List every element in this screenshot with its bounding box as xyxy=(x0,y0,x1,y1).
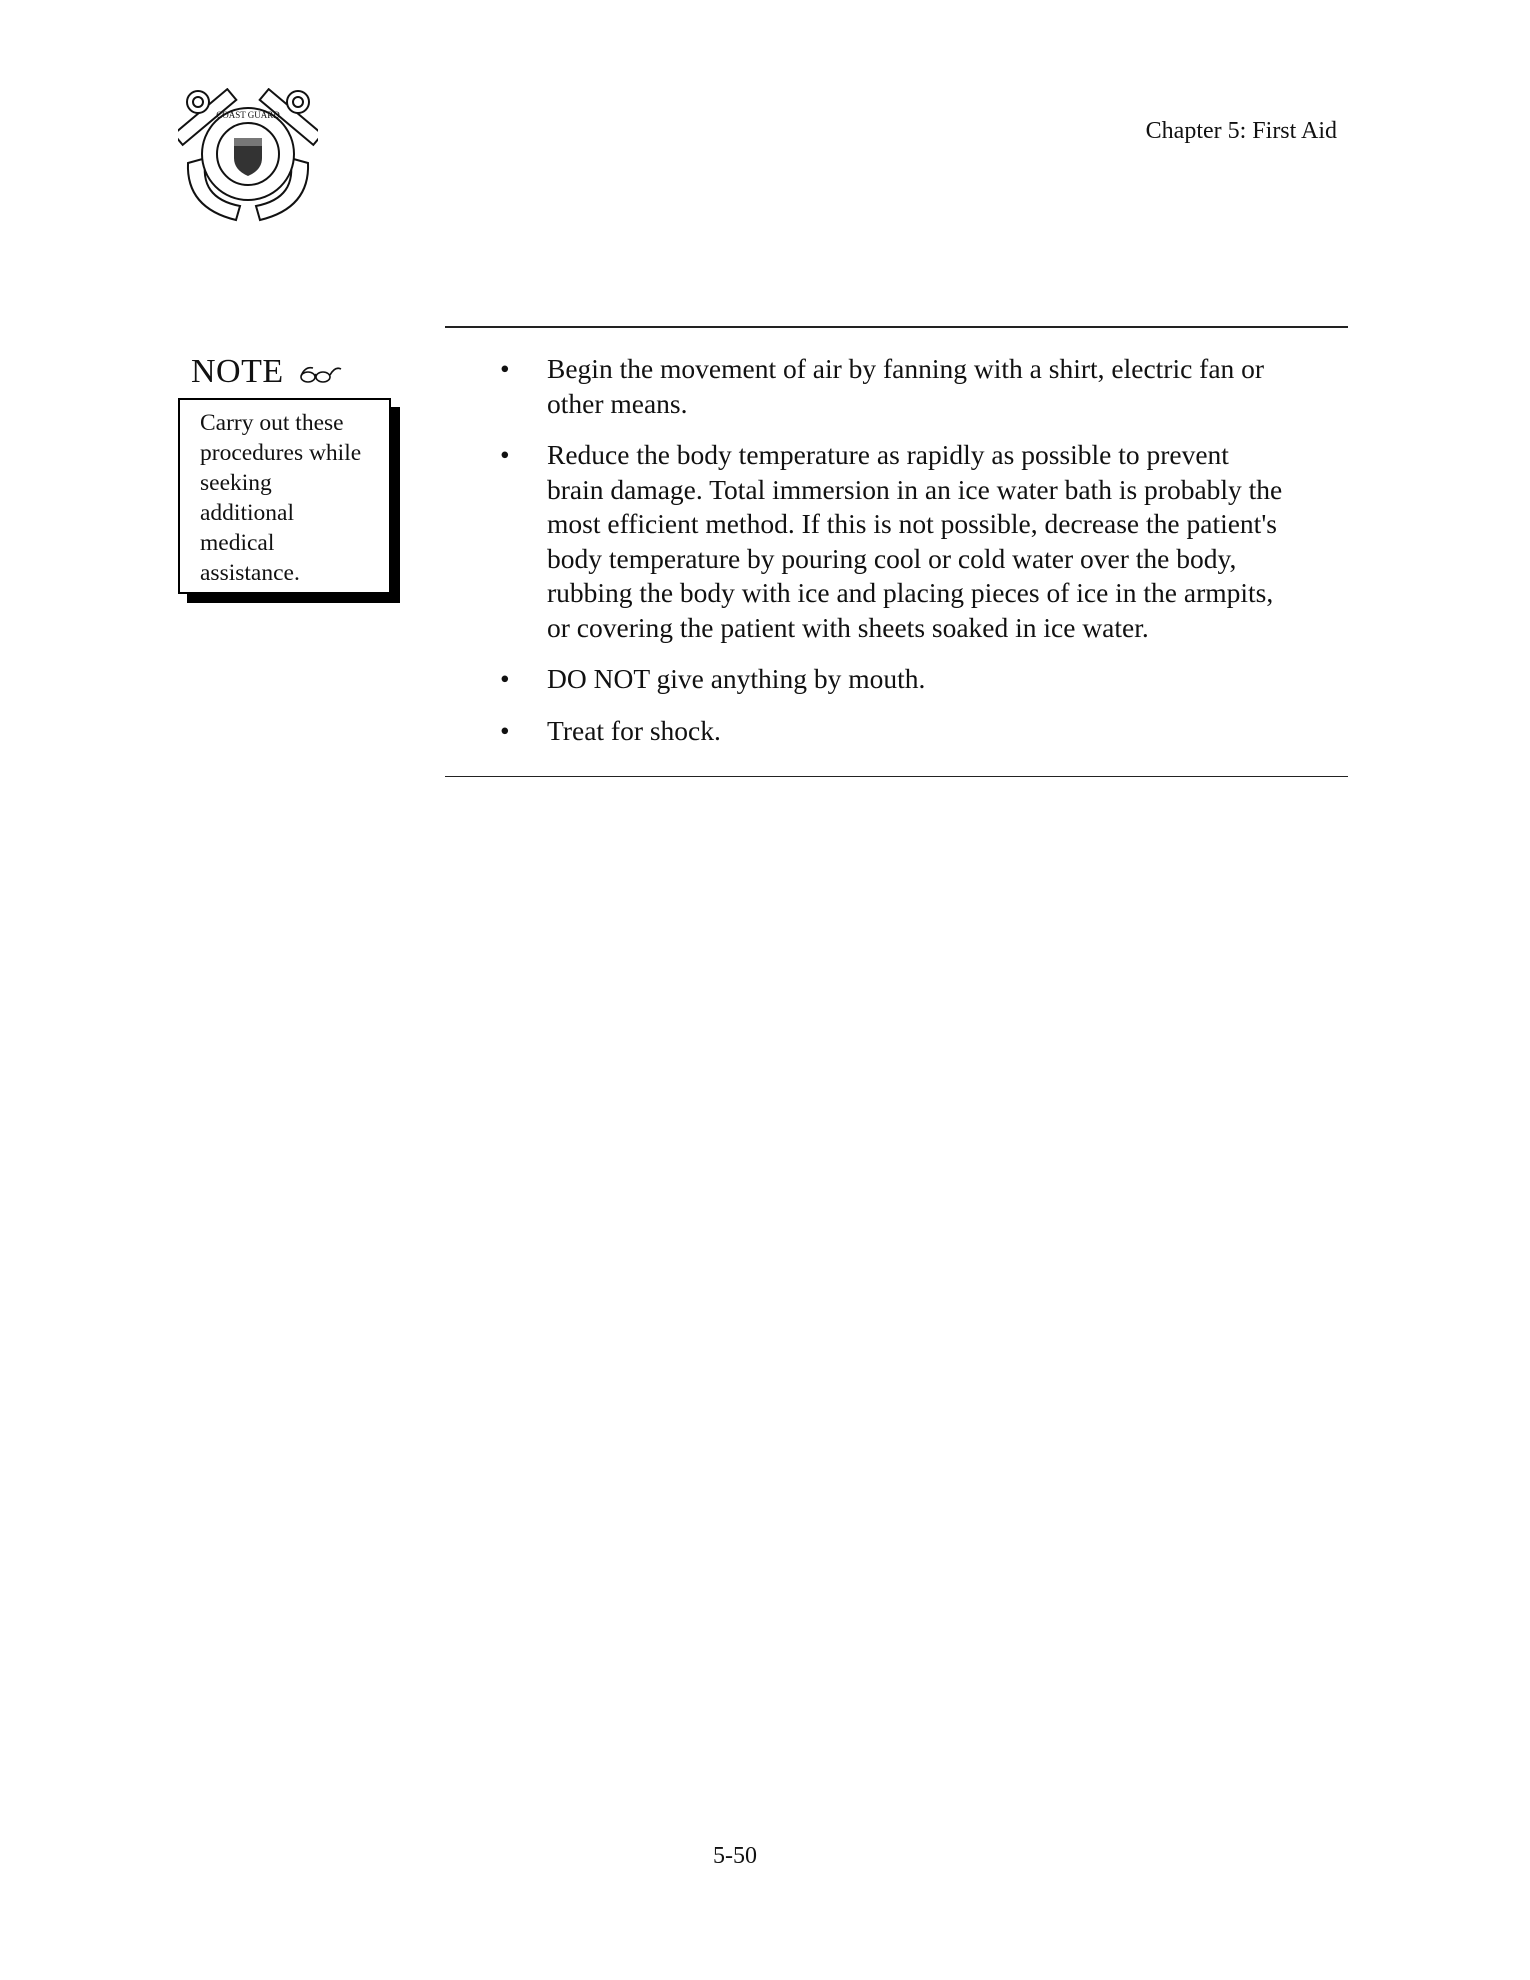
bullet-icon: • xyxy=(500,353,510,384)
note-line: assistance. xyxy=(200,560,300,586)
bullet-text: Reduce the body temperature as rapidly as possible to prevent xyxy=(547,439,1229,470)
top-divider xyxy=(445,326,1348,328)
note-heading xyxy=(191,353,343,391)
list-item xyxy=(500,438,1360,645)
bullet-icon: • xyxy=(500,439,510,470)
bullet-text: body temperature by pouring cool or cold water over the body, xyxy=(547,542,1237,574)
bullet-icon: • xyxy=(500,714,510,746)
bottom-divider xyxy=(445,776,1348,777)
note-line: medical xyxy=(200,530,275,556)
bullet-text: Begin the movement of air by fanning with a shirt, electric fan or xyxy=(547,353,1265,384)
note-title: NOTE xyxy=(191,353,284,390)
bullet-text: DO NOT give anything by mouth. xyxy=(547,663,926,694)
eyeglasses-icon xyxy=(299,364,343,384)
bullet-text: other means. xyxy=(547,387,688,419)
bullet-icon: • xyxy=(500,663,510,694)
note-box xyxy=(178,398,391,594)
note-line: additional xyxy=(200,500,294,526)
list-item xyxy=(500,352,1360,421)
list-item xyxy=(500,662,1360,697)
svg-text:COAST GUARD: COAST GUARD xyxy=(216,110,280,120)
note-line: procedures while xyxy=(200,440,362,466)
note-line: Carry out these xyxy=(200,410,344,436)
bullet-text: brain damage. Total immersion in an ice water bath is probably the xyxy=(547,473,1283,505)
page-number: 5-50 xyxy=(713,1843,757,1869)
coast-guard-seal-logo xyxy=(178,88,318,223)
bullet-text: most efficient method. If this is not possible, decrease the patient's xyxy=(547,508,1277,539)
chapter-header: Chapter 5: First Aid xyxy=(1145,118,1337,144)
list-item xyxy=(500,714,1360,749)
bullet-text: Treat for shock. xyxy=(547,714,721,746)
bullet-text: or covering the patient with sheets soaked in ice water. xyxy=(547,611,1149,643)
bullet-text: rubbing the body with ice and placing pieces of ice in the armpits, xyxy=(547,577,1274,608)
note-line: seeking xyxy=(200,470,272,496)
bullet-list xyxy=(500,352,1360,765)
